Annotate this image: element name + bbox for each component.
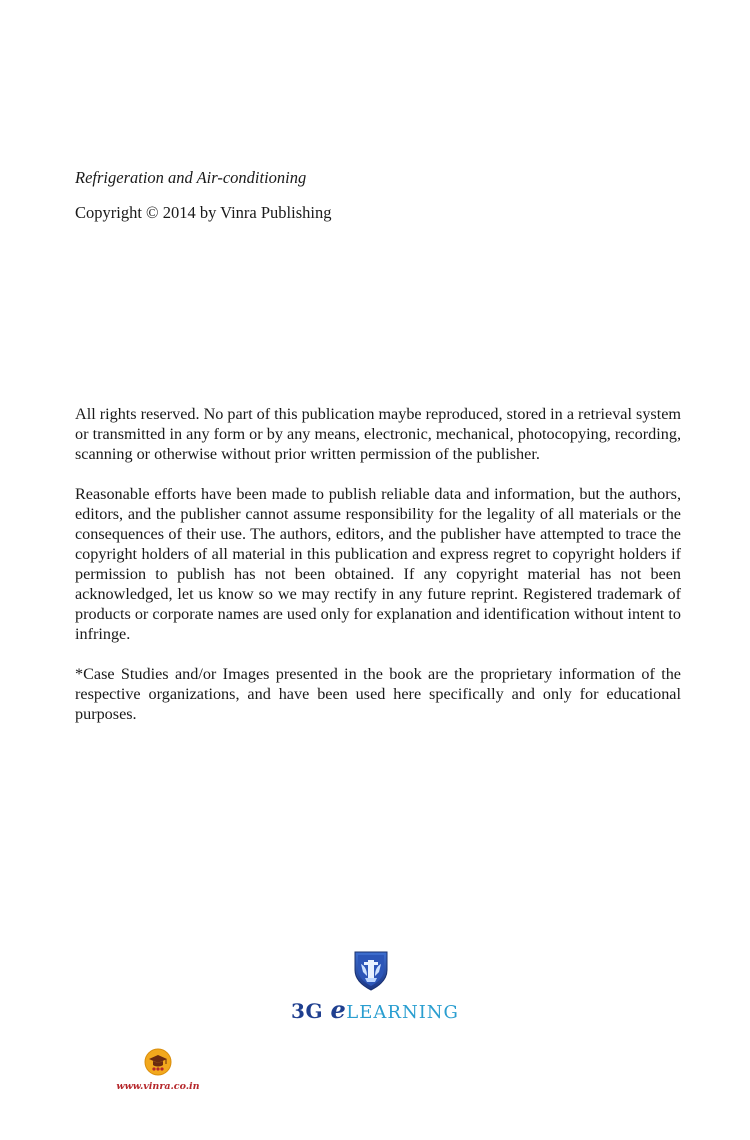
disclaimer-paragraph: Reasonable efforts have been made to publish reliable data and information, but the authors, editors, and the publisher cannot assume responsibility for the legality of all materials or the consequences of their use. The authors, editors, and the publisher have attempted to trace the copyright holders of all material in this publication and express regret to copyright holders if permission to publish has not been obtained. If any copyright material has not been acknowledged, let us know so we may rectify in any future reprint. Registered trademark of products or corporate names are used only for explanation and identification without intent to infringe. [75,485,681,643]
brand-name [280,995,470,1024]
copyright-line: Copyright © 2014 by Vinra Publishing [75,203,332,222]
legal-notice [75,404,681,744]
brand-prefix: 3G [291,999,331,1023]
book-title: Refrigeration and Air-conditioning [75,168,307,187]
rights-paragraph: All rights reserved. No part of this publication maybe reproduced, stored in a retrieval system or transmitted in any form or by any means, electronic, mechanical, photocopying, recording, scanning or otherwise without prior written permission of the publisher. [75,405,681,463]
3g-elearning-logo [280,948,470,1028]
brand-suffix: LEARNING [346,1002,459,1023]
brand-e-letter: e [330,995,347,1024]
case-studies-paragraph: *Case Studies and/or Images presented in the book are the proprietary information of the respective organizations, and have been used here specifically and only for educational purposes. [75,665,681,723]
vinra-publisher-mark [115,1046,205,1096]
publisher-url: www.vinra.co.in [116,1081,200,1092]
graduation-cap-icon [144,1048,172,1076]
shield-icon [349,948,393,992]
